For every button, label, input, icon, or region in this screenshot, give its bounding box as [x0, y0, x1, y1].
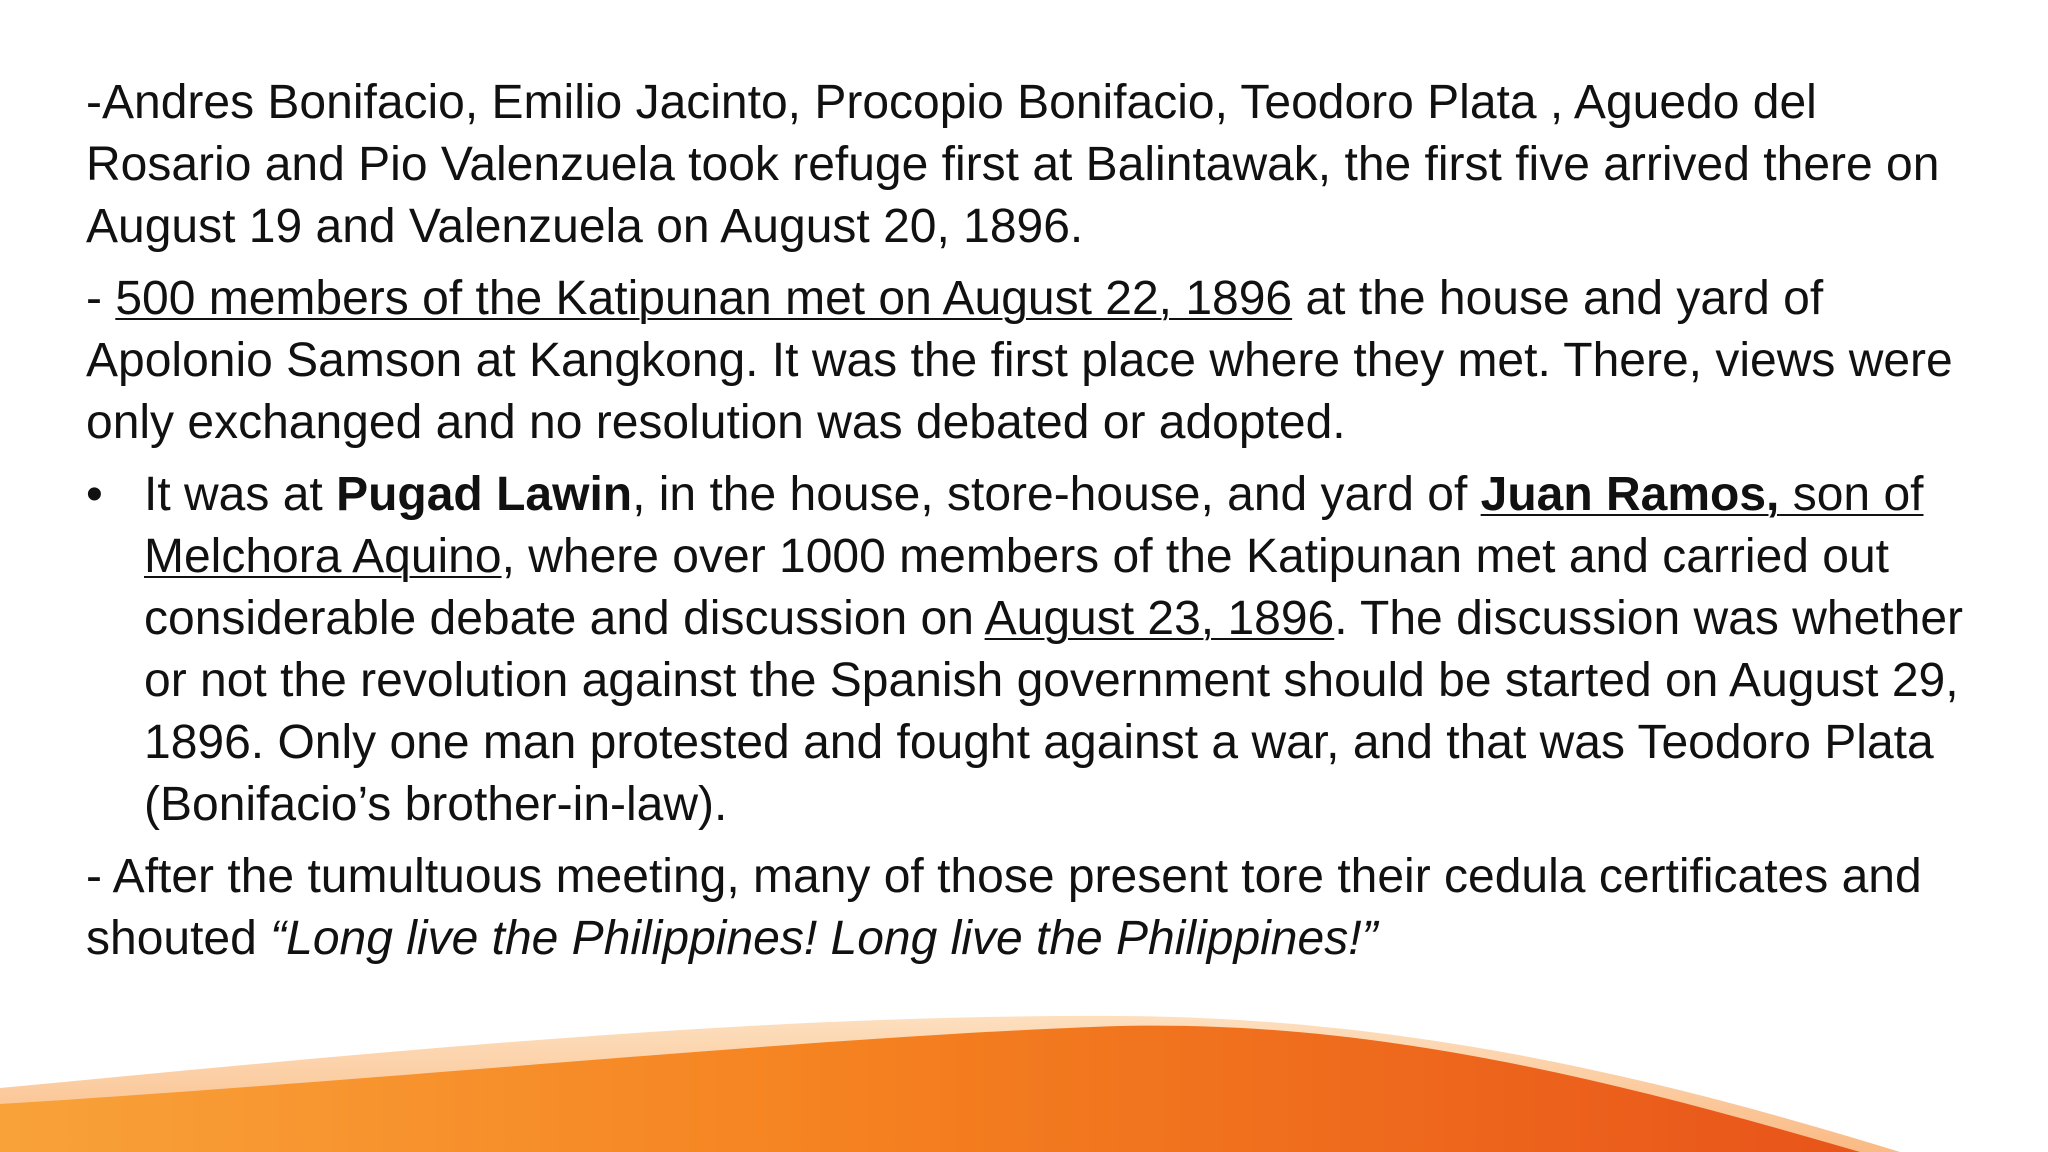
bullet-pugad-lawin: [86, 464, 1986, 836]
bullet-text-1: It was at: [144, 468, 337, 521]
paragraph-refuge-text: -Andres Bonifacio, Emilio Jacinto, Procopio Bonifacio, Teodoro Plata , Aguedo del Rosario and Pio Valenzuela took refuge first at Balintawak, the first five arrived there on August 19 and Valenzuela on August 20, 1896.: [86, 76, 1940, 253]
melchora-aquino-underlined: son of Melchora Aquino: [144, 468, 1924, 583]
long-live-quote: “Long live the Philippines! Long live the Philippines!”: [270, 912, 1378, 965]
paragraph-cry: [86, 846, 1986, 970]
bullet-text-2: , in the house, store-house, and yard of: [632, 468, 1481, 521]
paragraph-first-meeting: [86, 268, 1986, 454]
paragraph-refuge: [86, 72, 1986, 258]
first-meeting-highlight: 500 members of the Katipunan met on August 22, 1896: [115, 272, 1293, 325]
juan-ramos-bold: Juan Ramos,: [1480, 468, 1780, 521]
august-23-underlined: August 23, 1896: [984, 592, 1335, 645]
bullet-marker: •: [86, 468, 103, 521]
paragraph-first-meeting-prefix: -: [86, 272, 116, 325]
wave-front: [0, 1026, 1860, 1152]
pugad-lawin-bold: Pugad Lawin: [336, 468, 633, 521]
slide-body: [86, 72, 1986, 980]
decorative-orange-wave: [0, 992, 2048, 1152]
bullet-text-4: . The discussion was whether or not the revolution against the Spanish government should be started on August 29, 1896. Only one man protested and fought against a war, and that was Teodoro Plata (Bonifacio’s brother-in-law).: [144, 592, 1963, 831]
paragraph-first-meeting-rest: at the house and yard of Apolonio Samson at Kangkong. It was the first place where they met. There, views were only exchanged and no resolution was debated or adopted.: [86, 272, 1953, 449]
paragraph-cry-text: - After the tumultuous meeting, many of those present tore their cedula certificates and shouted: [86, 850, 1922, 965]
bullet-text-3: , where over 1000 members of the Katipunan met and carried out considerable debate and discussion on: [144, 530, 1890, 645]
